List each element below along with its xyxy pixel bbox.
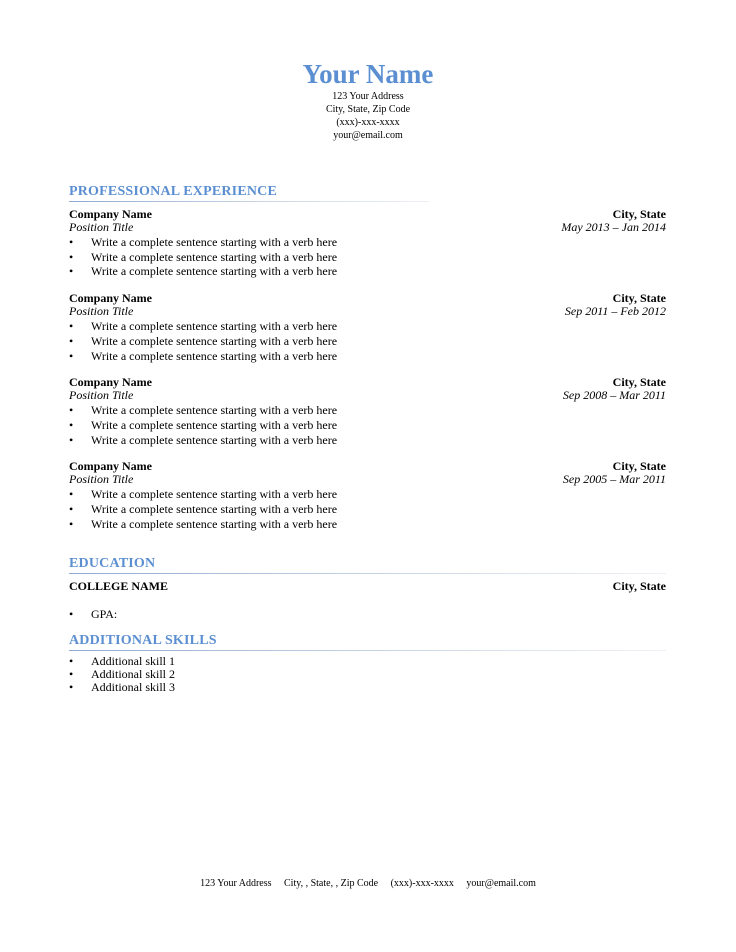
skill-text: Additional skill 1	[91, 654, 175, 668]
job-entry	[69, 208, 666, 279]
education-row	[69, 580, 666, 593]
list-item	[69, 433, 666, 448]
job-position-row	[69, 473, 666, 486]
job-position-row	[69, 221, 666, 234]
jobs-list	[69, 208, 666, 531]
bullet-text: Write a complete sentence starting with a verb here	[91, 487, 338, 502]
list-item	[69, 607, 666, 622]
experience-heading: PROFESSIONAL EXPERIENCE	[69, 184, 278, 199]
job-entry	[69, 292, 666, 363]
job-location: City, State	[612, 459, 666, 474]
bullet-glyph: •	[69, 235, 74, 249]
bullet-glyph: •	[69, 502, 74, 517]
footer-address: 123 Your Address	[200, 878, 272, 889]
job-dates: Sep 2005 – Mar 2011	[562, 472, 666, 487]
bullet-glyph: •	[69, 264, 74, 279]
skills-section	[69, 633, 666, 694]
bullet-text: Write a complete sentence starting with a verb here	[91, 516, 338, 531]
bullet-text: Write a complete sentence starting with a verb here	[91, 333, 338, 348]
bullet-glyph: •	[69, 607, 74, 621]
education-rule	[69, 573, 666, 574]
job-location: City, State	[612, 375, 666, 390]
list-item	[69, 502, 666, 517]
list-item	[69, 250, 666, 265]
job-location: City, State	[612, 291, 666, 306]
list-item	[69, 681, 666, 694]
job-dates: Sep 2008 – Mar 2011	[562, 388, 666, 403]
bullet-glyph: •	[69, 667, 74, 681]
bullet-glyph: •	[69, 403, 74, 418]
experience-section	[69, 184, 666, 531]
bullet-glyph: •	[69, 654, 74, 668]
bullet-glyph: •	[69, 487, 74, 502]
bullet-text: Write a complete sentence starting with a verb here	[91, 403, 338, 418]
list-item	[69, 403, 666, 418]
list-item	[69, 264, 666, 279]
bullet-glyph: •	[69, 249, 74, 264]
bullet-text: Write a complete sentence starting with a verb here	[91, 264, 338, 279]
skill-text: Additional skill 2	[91, 667, 175, 681]
education-heading: EDUCATION	[69, 556, 156, 571]
company-name: Company Name	[69, 459, 152, 474]
skills-heading: ADDITIONAL SKILLS	[69, 633, 217, 648]
education-section	[69, 556, 666, 622]
skills-rule	[69, 650, 666, 651]
header-city-state-zip: City, State, Zip Code	[325, 104, 411, 115]
position-title: Position Title	[69, 304, 134, 319]
job-bullets	[69, 403, 666, 447]
job-bullets	[69, 487, 666, 531]
job-dates: May 2013 – Jan 2014	[561, 220, 666, 234]
bullet-glyph: •	[69, 333, 74, 348]
bullet-text: Write a complete sentence starting with a verb here	[91, 502, 338, 517]
bullet-glyph: •	[69, 417, 74, 432]
footer-phone: (xxx)-xxx-xxxx	[390, 878, 454, 889]
job-entry	[69, 460, 666, 531]
company-name: Company Name	[69, 291, 152, 306]
bullet-text: Write a complete sentence starting with a verb here	[91, 319, 338, 334]
footer-email: your@email.com	[466, 878, 536, 889]
job-entry	[69, 376, 666, 447]
list-item	[69, 235, 666, 250]
header-phone: (xxx)-xxx-xxxx	[336, 117, 400, 128]
list-item	[69, 319, 666, 334]
bullet-glyph: •	[69, 319, 74, 334]
bullet-glyph: •	[69, 432, 74, 447]
gpa-label: GPA:	[91, 607, 118, 621]
bullet-text: Write a complete sentence starting with a verb here	[91, 432, 338, 447]
job-bullets	[69, 319, 666, 363]
company-name: Company Name	[69, 375, 152, 390]
bullet-glyph: •	[69, 516, 74, 531]
header-address: 123 Your Address	[332, 91, 404, 102]
resume-footer	[0, 878, 736, 890]
company-name: Company Name	[69, 207, 152, 221]
list-item	[69, 334, 666, 349]
header-email: your@email.com	[333, 130, 403, 141]
position-title: Position Title	[69, 388, 134, 403]
applicant-name: Your Name	[302, 59, 434, 89]
bullet-glyph: •	[69, 348, 74, 363]
list-item	[69, 487, 666, 502]
job-location: City, State	[612, 207, 666, 221]
job-bullets	[69, 235, 666, 279]
job-position-row	[69, 389, 666, 402]
resume-header	[0, 58, 736, 142]
bullet-text: Write a complete sentence starting with a verb here	[91, 249, 338, 264]
bullet-text: Write a complete sentence starting with a verb here	[91, 417, 338, 432]
job-position-row	[69, 305, 666, 318]
bullet-glyph: •	[69, 680, 74, 694]
college-location: City, State	[612, 579, 666, 593]
bullet-text: Write a complete sentence starting with a verb here	[91, 348, 338, 363]
footer-city-state-zip: City, , State, , Zip Code	[284, 878, 379, 889]
bullet-text: Write a complete sentence starting with a verb here	[91, 235, 338, 249]
skills-list	[69, 655, 666, 694]
list-item	[69, 349, 666, 364]
list-item	[69, 517, 666, 532]
list-item	[69, 418, 666, 433]
college-name: COLLEGE NAME	[69, 579, 169, 593]
experience-rule	[69, 201, 429, 202]
job-dates: Sep 2011 – Feb 2012	[564, 304, 666, 319]
skill-text: Additional skill 3	[91, 680, 175, 694]
position-title: Position Title	[69, 220, 134, 234]
position-title: Position Title	[69, 472, 134, 487]
education-bullets	[69, 607, 666, 622]
